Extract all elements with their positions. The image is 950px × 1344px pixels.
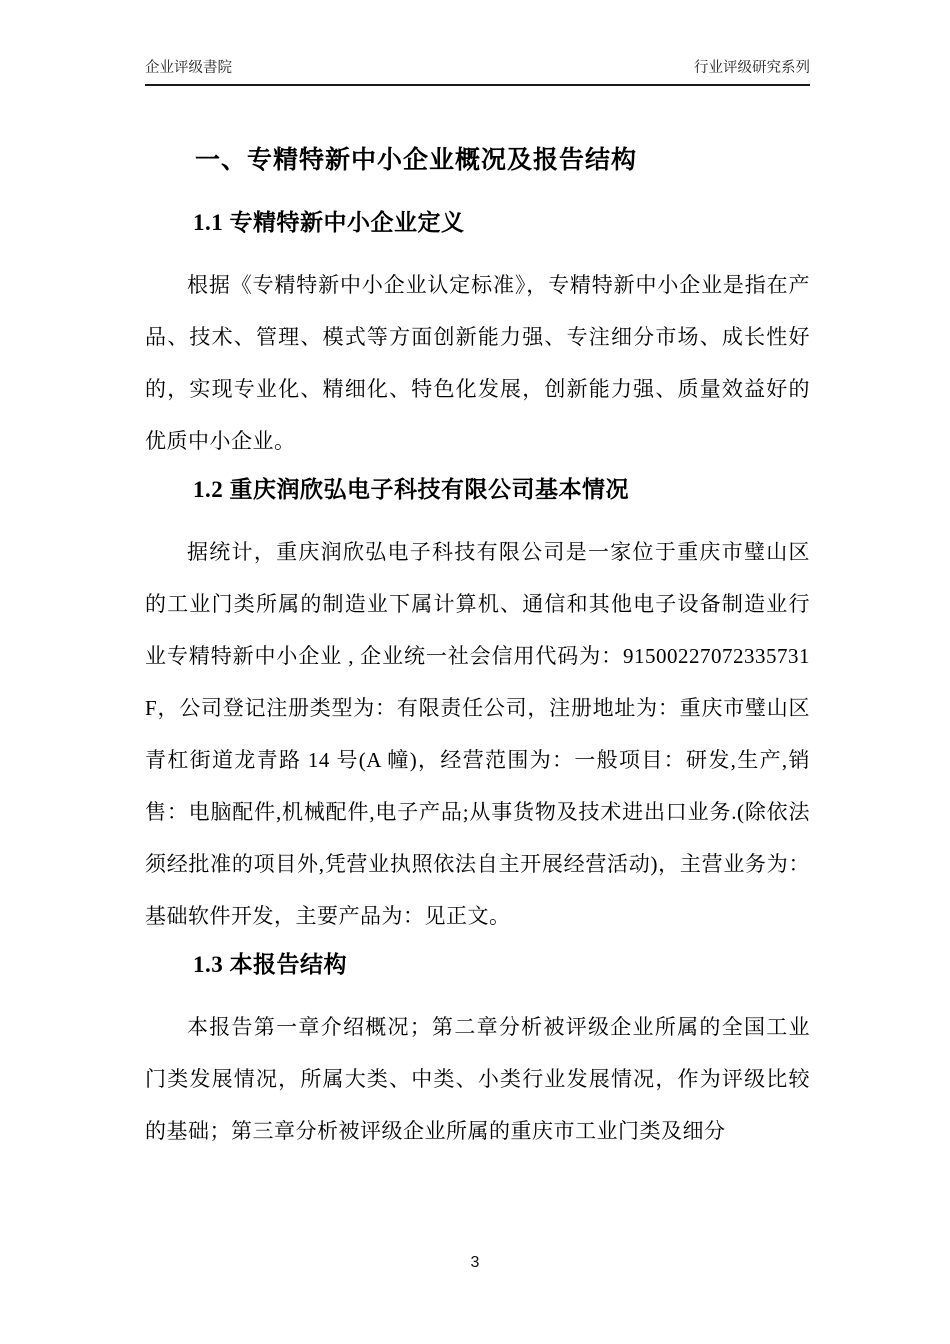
section-1-2-paragraph: 据统计，重庆润欣弘电子科技有限公司是一家位于重庆市璧山区的工业门类所属的制造业下属计算机、通信和其他电子设备制造业行业专精特新中小企业 , 企业统一社会信用代码为：91500227072335731F，公司登记注册类型为：有限责任公司，注册地址为：重庆市璧山区青杠街道龙青路 14 号(A 幢)，经营范围为：一般项目：研发,生产,销售：电脑配件,机械配件,电子产品;从事货物及技术进出口业务.(除依法须经批准的项目外,凭营业执照依法自主开展经营活动)，主营业务为：基础软件开发，主要产品为：见正文。 bbox=[145, 540, 810, 928]
section-1-1-heading: 1.1 专精特新中小企业定义 bbox=[193, 210, 465, 235]
section-1-3-heading: 1.3 本报告结构 bbox=[193, 952, 347, 977]
header-left-text: 企业评级書院 bbox=[145, 60, 232, 76]
header-right-text: 行业评级研究系列 bbox=[694, 60, 810, 76]
running-header bbox=[145, 0, 810, 86]
chapter-title: 一、专精特新中小企业概况及报告结构 bbox=[195, 147, 638, 174]
section-1-1-paragraph: 根据《专精特新中小企业认定标准》，专精特新中小企业是指在产品、技术、管理、模式等方面创新能力强、专注细分市场、成长性好的，实现专业化、精细化、特色化发展，创新能力强、质量效益好的优质中小企业。 bbox=[145, 273, 810, 453]
page-number: 3 bbox=[470, 1254, 480, 1271]
document-body bbox=[145, 146, 810, 1157]
section-1-3-paragraph: 本报告第一章介绍概况；第二章分析被评级企业所属的全国工业门类发展情况，所属大类、中类、小类行业发展情况，作为评级比较的基础；第三章分析被评级企业所属的重庆市工业门类及细分 bbox=[145, 1015, 810, 1143]
page-footer bbox=[0, 1254, 950, 1272]
section-1-2-heading: 1.2 重庆润欣弘电子科技有限公司基本情况 bbox=[193, 477, 629, 502]
